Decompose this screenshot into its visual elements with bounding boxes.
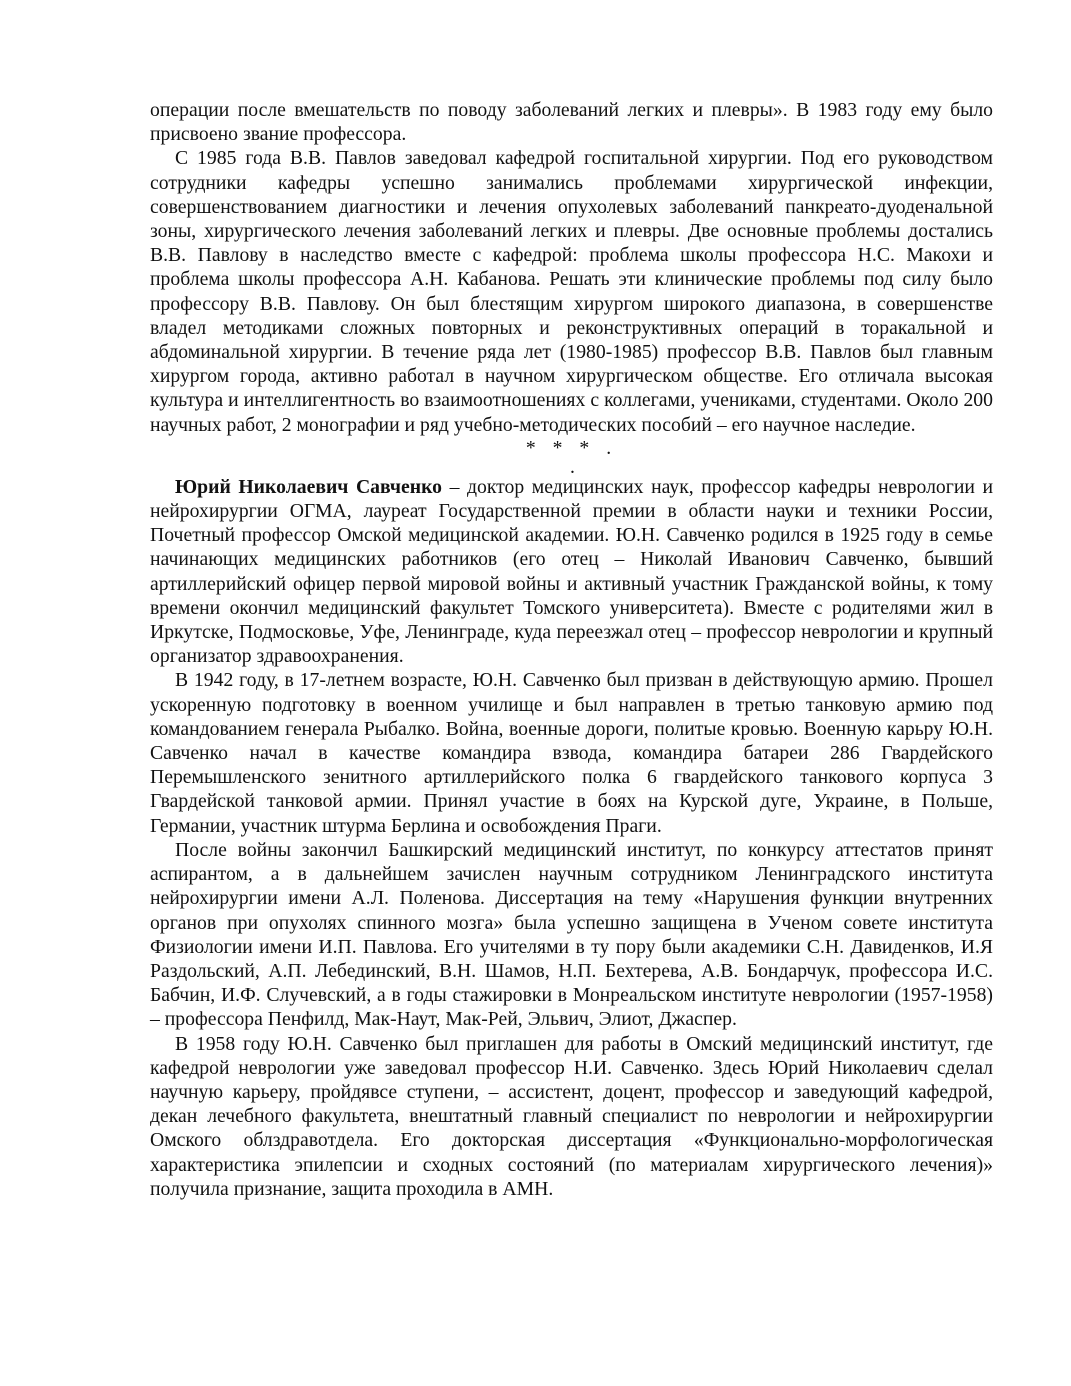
paragraph-1: операции после вмешательств по поводу заболеваний легких и плевры». В 1983 году ему было присвоено звание профессора.	[150, 99, 993, 146]
document-page	[150, 98, 993, 1201]
paragraph-2: С 1985 года В.В. Павлов заведовал кафедрой госпитальной хирургии. Под его руководством сотрудники кафедры успешно занимались проблемами хирургической инфекции, совершенствованием диагностики и лечения опухолевых заболеваний панкреато-дуоденальной зоны, хирургического лечения заболеваний легких и плевры. Две основные проблемы достались В.В. Павлову в наследство вместе с кафедрой: проблема школы профессора Н.С. Макохи и проблема школы профессора А.Н. Кабанова. Решать эти клинические проблемы под силу было профессору В.В. Павлову. Он был блестящим хирургом широкого диапазона, в совершенстве владел методиками сложных повторных и реконструктивных операций в торакальной и абдоминальной хирургии. В течение ряда лет (1980-1985) профессор В.В. Павлов был главным хирургом города, активно работал в научном хирургическом обществе. Его отличала высокая культура и интеллигентность во взаимоотношениях с коллегами, учениками, студентами. Около 200 научных работ, 2 монографии и ряд учебно-методических пособий – его научное наследие.	[150, 147, 993, 436]
paragraph-5: После войны закончил Башкирский медицинский институт, по конкурсу аттестатов принят аспирантом, а в дальнейшем зачислен научным сотрудником Ленинградского института нейрохирургии имени А.Л. Поленова. Диссертация на тему «Нарушения функции внутренних органов при опухолях спинного мозга» была успешно защищена в Ученом совете института Физиологии имени И.П. Павлова. Его учителями в ту пору были академики С.Н. Давиденков, И.Я Раздольский, А.П. Лебединский, В.Н. Шамов, Н.П. Бехтерева, А.В. Бондарчук, профессора И.С. Бабчин, И.Ф. Случевский, а в годы стажировки в Монреальском институте неврологии (1957-1958) – профессора Пенфилд, Мак-Наут, Мак-Рей, Эльвич, Элиот, Джаспер.	[150, 838, 993, 1031]
section-separator: * * * .	[525, 436, 618, 459]
author-name: Юрий Николаевич Савченко	[175, 475, 443, 498]
paragraph-3-text: – доктор медицинских наук, профессор кафедры неврологии и нейрохирургии ОГМА, лауреат Государственной премии в области науки и техники России, Почетный профессор Омской медицинской академии. Ю.Н. Савченко родился в 1925 году в семье начинающих медицинских работников (его отец – Николай Иванович Савченко, бывший артиллерийский офицер первой мировой войны и активный участник Гражданской войны, к тому времени окончил медицинский факультет Томского университета). Вместе с родителями жил в Иркутске, Подмосковье, Уфе, Ленинграде, куда переезжал отец – профессор неврологии и крупный организатор здравоохранения.	[150, 475, 993, 668]
separator-dot: .	[570, 455, 575, 478]
paragraph-3	[150, 475, 993, 669]
paragraph-4: В 1942 году, в 17-летнем возрасте, Ю.Н. Савченко был призван в действующую армию. Прошел ускоренную подготовку в военном училище и был направлен в третью танковую армию под командованием генерала Рыбалко. Война, военные дороги, политые кровью. Военную карьру Ю.Н. Савченко начал в качестве командира взвода, командира батареи 286 Гвардейского Перемышленского зенитного артиллерийского полка 6 гвардейского танкового корпуса 3 Гвардейской танковой армии. Принял участие в боях на Курской дуге, Украине, в Польше, Германии, участник штурма Берлина и освобождения Праги.	[150, 669, 993, 837]
paragraph-6: В 1958 году Ю.Н. Савченко был приглашен для работы в Омский медицинский институт, где кафедрой неврологии уже заведовал профессор Н.И. Савченко. Здесь Юрий Николаевич сделал научную карьеру, пройдявсе ступени, – ассистент, доцент, профессор и заведующий кафедрой, декан лечебного факультета, внештатный главный специалист по неврологии и нейрохирургии Омского облздравотдела. Его докторская диссертация «Функционально-морфологическая характеристика эпилепсии и сходных состояний (по материалам хирургического лечения)» получила признание, защита проходила в АМН.	[150, 1032, 993, 1200]
